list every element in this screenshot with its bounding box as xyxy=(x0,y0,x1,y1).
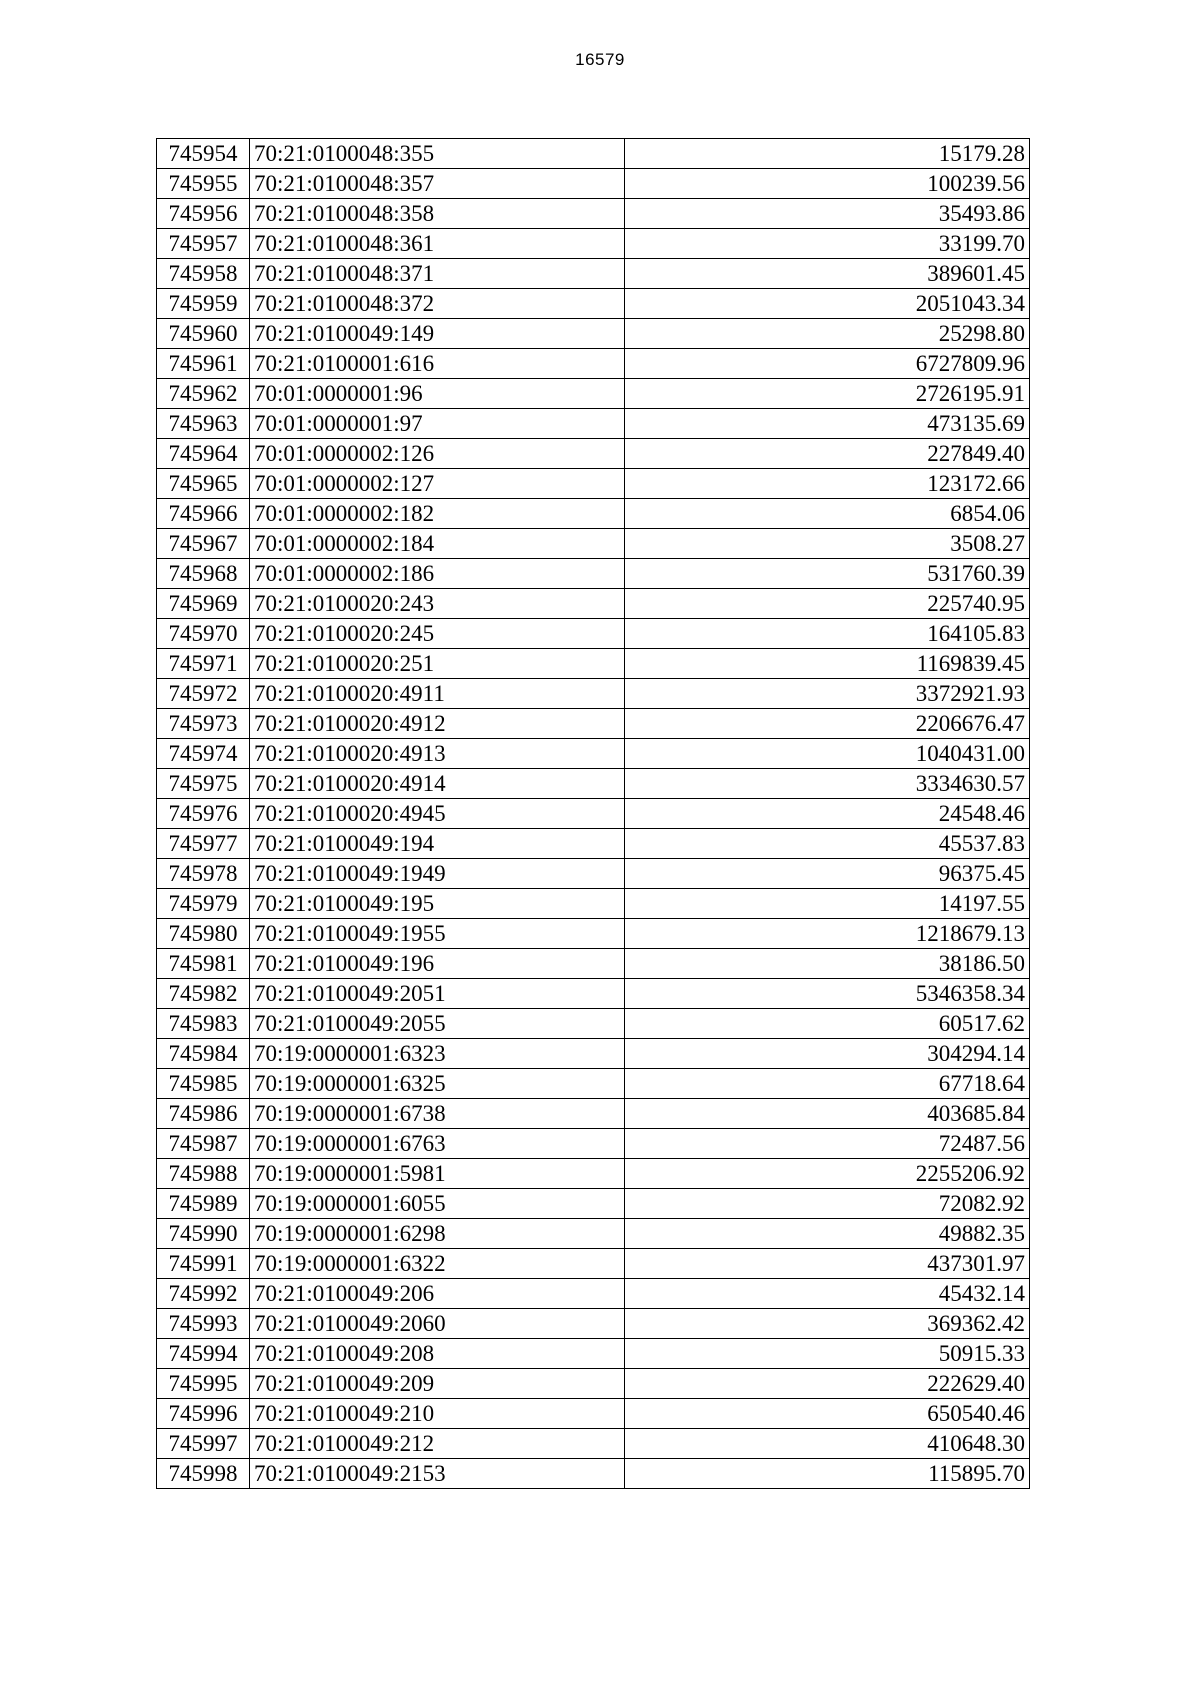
value-cell: 5346358.34 xyxy=(625,979,1030,1009)
table-row xyxy=(157,349,1030,379)
value-cell: 227849.40 xyxy=(625,439,1030,469)
table-row xyxy=(157,1309,1030,1339)
cadastral-number-cell: 70:21:0100049:194 xyxy=(250,829,625,859)
row-number-cell: 745984 xyxy=(157,1039,250,1069)
cadastral-number-cell: 70:21:0100049:1955 xyxy=(250,919,625,949)
table-row xyxy=(157,409,1030,439)
cadastral-number-cell: 70:19:0000001:6322 xyxy=(250,1249,625,1279)
cadastral-number-cell: 70:21:0100020:4914 xyxy=(250,769,625,799)
row-number-cell: 745996 xyxy=(157,1399,250,1429)
cadastral-number-cell: 70:19:0000001:6323 xyxy=(250,1039,625,1069)
value-cell: 369362.42 xyxy=(625,1309,1030,1339)
cadastral-number-cell: 70:21:0100048:371 xyxy=(250,259,625,289)
table-row xyxy=(157,1189,1030,1219)
cadastral-number-cell: 70:21:0100049:1949 xyxy=(250,859,625,889)
table-row xyxy=(157,169,1030,199)
row-number-cell: 745994 xyxy=(157,1339,250,1369)
table-row xyxy=(157,259,1030,289)
table-row xyxy=(157,979,1030,1009)
value-cell: 2255206.92 xyxy=(625,1159,1030,1189)
cadastral-number-cell: 70:01:0000002:182 xyxy=(250,499,625,529)
cadastral-number-cell: 70:21:0100049:2051 xyxy=(250,979,625,1009)
table-row xyxy=(157,469,1030,499)
cadastral-number-cell: 70:01:0000002:186 xyxy=(250,559,625,589)
row-number-cell: 745977 xyxy=(157,829,250,859)
row-number-cell: 745995 xyxy=(157,1369,250,1399)
cadastral-value-table xyxy=(156,138,1030,1489)
value-cell: 15179.28 xyxy=(625,139,1030,169)
cadastral-number-cell: 70:21:0100049:2055 xyxy=(250,1009,625,1039)
cadastral-number-cell: 70:21:0100049:2153 xyxy=(250,1459,625,1489)
value-cell: 3334630.57 xyxy=(625,769,1030,799)
value-cell: 67718.64 xyxy=(625,1069,1030,1099)
cadastral-number-cell: 70:21:0100048:358 xyxy=(250,199,625,229)
row-number-cell: 745956 xyxy=(157,199,250,229)
cadastral-number-cell: 70:21:0100048:361 xyxy=(250,229,625,259)
value-cell: 60517.62 xyxy=(625,1009,1030,1039)
value-cell: 304294.14 xyxy=(625,1039,1030,1069)
table-row xyxy=(157,1339,1030,1369)
table-row xyxy=(157,199,1030,229)
cadastral-number-cell: 70:21:0100020:4913 xyxy=(250,739,625,769)
cadastral-number-cell: 70:21:0100049:149 xyxy=(250,319,625,349)
cadastral-number-cell: 70:01:0000001:97 xyxy=(250,409,625,439)
cadastral-number-cell: 70:21:0100020:4912 xyxy=(250,709,625,739)
table-row xyxy=(157,319,1030,349)
row-number-cell: 745982 xyxy=(157,979,250,1009)
table-row xyxy=(157,439,1030,469)
row-number-cell: 745990 xyxy=(157,1219,250,1249)
row-number-cell: 745954 xyxy=(157,139,250,169)
table-row xyxy=(157,1399,1030,1429)
cadastral-number-cell: 70:01:0000002:126 xyxy=(250,439,625,469)
cadastral-number-cell: 70:21:0100048:355 xyxy=(250,139,625,169)
cadastral-number-cell: 70:21:0100020:4945 xyxy=(250,799,625,829)
value-cell: 1169839.45 xyxy=(625,649,1030,679)
value-cell: 72082.92 xyxy=(625,1189,1030,1219)
table-row xyxy=(157,139,1030,169)
cadastral-number-cell: 70:01:0000002:184 xyxy=(250,529,625,559)
cadastral-number-cell: 70:21:0100048:357 xyxy=(250,169,625,199)
value-cell: 6854.06 xyxy=(625,499,1030,529)
value-cell: 50915.33 xyxy=(625,1339,1030,1369)
cadastral-number-cell: 70:21:0100049:209 xyxy=(250,1369,625,1399)
table-row xyxy=(157,679,1030,709)
row-number-cell: 745983 xyxy=(157,1009,250,1039)
value-cell: 164105.83 xyxy=(625,619,1030,649)
table-row xyxy=(157,1159,1030,1189)
value-cell: 1040431.00 xyxy=(625,739,1030,769)
table-row xyxy=(157,859,1030,889)
row-number-cell: 745963 xyxy=(157,409,250,439)
table-row xyxy=(157,619,1030,649)
table-row xyxy=(157,529,1030,559)
cadastral-number-cell: 70:19:0000001:6055 xyxy=(250,1189,625,1219)
value-cell: 38186.50 xyxy=(625,949,1030,979)
row-number-cell: 745964 xyxy=(157,439,250,469)
table-row xyxy=(157,1459,1030,1489)
cadastral-number-cell: 70:21:0100049:196 xyxy=(250,949,625,979)
row-number-cell: 745989 xyxy=(157,1189,250,1219)
row-number-cell: 745988 xyxy=(157,1159,250,1189)
row-number-cell: 745992 xyxy=(157,1279,250,1309)
cadastral-number-cell: 70:21:0100049:212 xyxy=(250,1429,625,1459)
table-body xyxy=(157,139,1030,1489)
cadastral-number-cell: 70:19:0000001:6298 xyxy=(250,1219,625,1249)
row-number-cell: 745974 xyxy=(157,739,250,769)
table-row xyxy=(157,589,1030,619)
value-cell: 3508.27 xyxy=(625,529,1030,559)
row-number-cell: 745997 xyxy=(157,1429,250,1459)
table-row xyxy=(157,919,1030,949)
row-number-cell: 745987 xyxy=(157,1129,250,1159)
row-number-cell: 745960 xyxy=(157,319,250,349)
table-row xyxy=(157,559,1030,589)
value-cell: 2726195.91 xyxy=(625,379,1030,409)
cadastral-number-cell: 70:21:0100049:206 xyxy=(250,1279,625,1309)
table-row xyxy=(157,1249,1030,1279)
row-number-cell: 745978 xyxy=(157,859,250,889)
table-row xyxy=(157,1069,1030,1099)
table-row xyxy=(157,229,1030,259)
table-row xyxy=(157,1129,1030,1159)
row-number-cell: 745986 xyxy=(157,1099,250,1129)
table-row xyxy=(157,709,1030,739)
row-number-cell: 745957 xyxy=(157,229,250,259)
value-cell: 100239.56 xyxy=(625,169,1030,199)
table-row xyxy=(157,1429,1030,1459)
table-row xyxy=(157,649,1030,679)
value-cell: 33199.70 xyxy=(625,229,1030,259)
table-row xyxy=(157,889,1030,919)
table-row xyxy=(157,1369,1030,1399)
table-row xyxy=(157,499,1030,529)
value-cell: 2206676.47 xyxy=(625,709,1030,739)
value-cell: 410648.30 xyxy=(625,1429,1030,1459)
value-cell: 473135.69 xyxy=(625,409,1030,439)
cadastral-number-cell: 70:01:0000002:127 xyxy=(250,469,625,499)
cadastral-number-cell: 70:21:0100049:2060 xyxy=(250,1309,625,1339)
cadastral-number-cell: 70:21:0100020:251 xyxy=(250,649,625,679)
row-number-cell: 745973 xyxy=(157,709,250,739)
row-number-cell: 745959 xyxy=(157,289,250,319)
row-number-cell: 745981 xyxy=(157,949,250,979)
row-number-cell: 745962 xyxy=(157,379,250,409)
cadastral-number-cell: 70:21:0100049:208 xyxy=(250,1339,625,1369)
value-cell: 72487.56 xyxy=(625,1129,1030,1159)
row-number-cell: 745955 xyxy=(157,169,250,199)
row-number-cell: 745972 xyxy=(157,679,250,709)
row-number-cell: 745970 xyxy=(157,619,250,649)
cadastral-number-cell: 70:21:0100020:243 xyxy=(250,589,625,619)
cadastral-number-cell: 70:19:0000001:6325 xyxy=(250,1069,625,1099)
row-number-cell: 745980 xyxy=(157,919,250,949)
cadastral-number-cell: 70:21:0100049:210 xyxy=(250,1399,625,1429)
row-number-cell: 745991 xyxy=(157,1249,250,1279)
value-cell: 14197.55 xyxy=(625,889,1030,919)
value-cell: 45432.14 xyxy=(625,1279,1030,1309)
value-cell: 531760.39 xyxy=(625,559,1030,589)
table-row xyxy=(157,1279,1030,1309)
row-number-cell: 745979 xyxy=(157,889,250,919)
row-number-cell: 745975 xyxy=(157,769,250,799)
table-row xyxy=(157,739,1030,769)
value-cell: 650540.46 xyxy=(625,1399,1030,1429)
row-number-cell: 745966 xyxy=(157,499,250,529)
value-cell: 1218679.13 xyxy=(625,919,1030,949)
value-cell: 96375.45 xyxy=(625,859,1030,889)
value-cell: 49882.35 xyxy=(625,1219,1030,1249)
row-number-cell: 745961 xyxy=(157,349,250,379)
table-row xyxy=(157,1009,1030,1039)
value-cell: 2051043.34 xyxy=(625,289,1030,319)
value-cell: 437301.97 xyxy=(625,1249,1030,1279)
row-number-cell: 745985 xyxy=(157,1069,250,1099)
table-row xyxy=(157,379,1030,409)
table-row xyxy=(157,1039,1030,1069)
value-cell: 225740.95 xyxy=(625,589,1030,619)
table-row xyxy=(157,289,1030,319)
table-row xyxy=(157,1219,1030,1249)
row-number-cell: 745965 xyxy=(157,469,250,499)
row-number-cell: 745998 xyxy=(157,1459,250,1489)
value-cell: 3372921.93 xyxy=(625,679,1030,709)
cadastral-number-cell: 70:19:0000001:5981 xyxy=(250,1159,625,1189)
table-row xyxy=(157,769,1030,799)
value-cell: 6727809.96 xyxy=(625,349,1030,379)
value-cell: 45537.83 xyxy=(625,829,1030,859)
cadastral-number-cell: 70:21:0100049:195 xyxy=(250,889,625,919)
cadastral-number-cell: 70:21:0100048:372 xyxy=(250,289,625,319)
cadastral-number-cell: 70:21:0100020:4911 xyxy=(250,679,625,709)
cadastral-number-cell: 70:19:0000001:6763 xyxy=(250,1129,625,1159)
value-cell: 222629.40 xyxy=(625,1369,1030,1399)
row-number-cell: 745969 xyxy=(157,589,250,619)
row-number-cell: 745958 xyxy=(157,259,250,289)
value-cell: 389601.45 xyxy=(625,259,1030,289)
table-row xyxy=(157,1099,1030,1129)
cadastral-number-cell: 70:21:0100001:616 xyxy=(250,349,625,379)
row-number-cell: 745968 xyxy=(157,559,250,589)
table-row xyxy=(157,829,1030,859)
table-row xyxy=(157,799,1030,829)
row-number-cell: 745993 xyxy=(157,1309,250,1339)
page-number: 16579 xyxy=(575,50,625,69)
cadastral-number-cell: 70:01:0000001:96 xyxy=(250,379,625,409)
cadastral-number-cell: 70:21:0100020:245 xyxy=(250,619,625,649)
value-cell: 35493.86 xyxy=(625,199,1030,229)
row-number-cell: 745967 xyxy=(157,529,250,559)
value-cell: 24548.46 xyxy=(625,799,1030,829)
value-cell: 115895.70 xyxy=(625,1459,1030,1489)
row-number-cell: 745971 xyxy=(157,649,250,679)
table-row xyxy=(157,949,1030,979)
value-cell: 403685.84 xyxy=(625,1099,1030,1129)
row-number-cell: 745976 xyxy=(157,799,250,829)
value-cell: 123172.66 xyxy=(625,469,1030,499)
value-cell: 25298.80 xyxy=(625,319,1030,349)
cadastral-number-cell: 70:19:0000001:6738 xyxy=(250,1099,625,1129)
